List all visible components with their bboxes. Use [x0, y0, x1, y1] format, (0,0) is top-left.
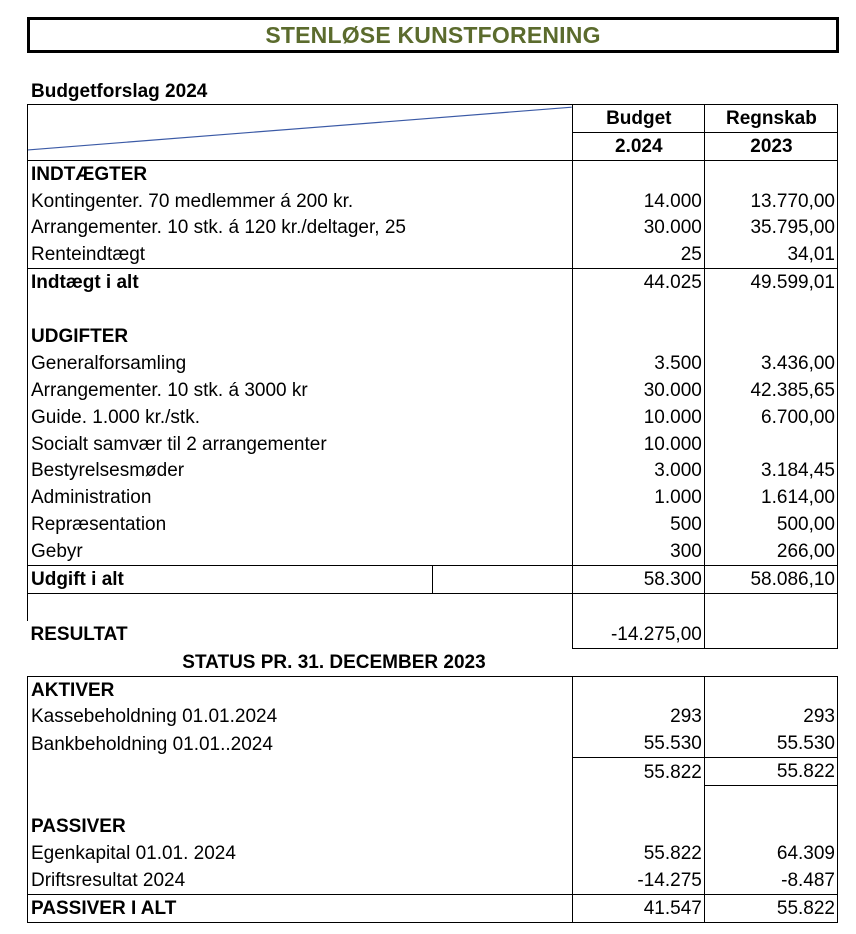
budget-table: [27, 104, 838, 923]
budget-value: 55.822: [572, 840, 704, 867]
result-row: [28, 621, 838, 648]
table-row: [28, 484, 838, 511]
budget-year-header: 2.024: [572, 132, 704, 160]
table-row: [28, 704, 838, 731]
total-label-text: Udgift i alt: [31, 569, 124, 591]
budget-value: 14.000: [572, 188, 704, 215]
spacer-row: [28, 296, 838, 323]
row-label: Arrangementer. 10 stk. á 3000 kr: [28, 377, 573, 404]
total-label: [28, 566, 573, 594]
budget-column-header: Budget: [572, 105, 704, 133]
table-row: [28, 377, 838, 404]
budget-value: 25: [572, 241, 704, 268]
header-row-1: [28, 105, 838, 133]
regnskab-value: 55.530: [704, 730, 837, 757]
row-label: Egenkapital 01.01. 2024: [28, 840, 573, 867]
budget-subtitle: Budgetforslag 2024: [31, 81, 208, 102]
regnskab-value: [704, 431, 837, 458]
budget-value: 55.530: [572, 730, 704, 757]
budget-value: 300: [572, 538, 704, 565]
row-label: Generalforsamling: [28, 350, 573, 377]
section-heading: UDGIFTER: [28, 323, 573, 350]
section-heading: PASSIVER: [28, 813, 573, 840]
regnskab-value: 34,01: [704, 241, 837, 268]
row-label: Bankbeholdning 01.01..2024: [28, 730, 573, 757]
row-label: Repræsentation: [28, 511, 573, 538]
total-regnskab-value: 58.086,10: [704, 566, 837, 594]
status-heading-row: [28, 648, 838, 676]
budget-value: 10.000: [572, 404, 704, 431]
row-label: Administration: [28, 484, 573, 511]
document-title: STENLØSE KUNSTFORENING: [265, 21, 601, 48]
expenses-heading-row: [28, 323, 838, 350]
budget-value: 500: [572, 511, 704, 538]
row-label: Kontingenter. 70 medlemmer á 200 kr.: [28, 188, 573, 215]
regnskab-value: 35.795,00: [704, 215, 837, 242]
table-row: [28, 350, 838, 377]
table-row: [28, 458, 838, 485]
total-budget-value: 58.300: [572, 566, 704, 594]
budget-value: 30.000: [572, 377, 704, 404]
assets-heading-row: [28, 676, 838, 703]
total-budget-value: 44.025: [572, 269, 704, 296]
status-heading: STATUS PR. 31. DECEMBER 2023: [182, 651, 486, 673]
total-budget-value: 41.547: [572, 894, 704, 922]
row-label: Bestyrelsesmøder: [28, 458, 573, 485]
table-row: [28, 404, 838, 431]
budget-value: -14.275: [572, 867, 704, 894]
table-row: [28, 840, 838, 867]
row-label: Driftsresultat 2024: [28, 867, 573, 894]
budget-value: 3.500: [572, 350, 704, 377]
regnskab-value: 3.184,45: [704, 458, 837, 485]
regnskab-value: 3.436,00: [704, 350, 837, 377]
row-label: Socialt samvær til 2 arrangementer: [28, 431, 573, 458]
expenses-total-row: [28, 566, 838, 594]
liabilities-heading-row: [28, 813, 838, 840]
diagonal-line: [28, 105, 572, 160]
spacer-row: [28, 594, 838, 621]
budget-value: 10.000: [572, 431, 704, 458]
table-row: [28, 431, 838, 458]
table-row: [28, 538, 838, 565]
row-label: Arrangementer. 10 stk. á 120 kr./deltager, 25: [28, 215, 573, 242]
row-label: Kassebeholdning 01.01.2024: [28, 704, 573, 731]
diagonal-header-cell: [28, 105, 573, 161]
spacer-row: [28, 786, 838, 813]
regnskab-value: 293: [704, 704, 837, 731]
budget-value: 1.000: [572, 484, 704, 511]
row-label: Guide. 1.000 kr./stk.: [28, 404, 573, 431]
regnskab-value: 13.770,00: [704, 188, 837, 215]
income-total-row: [28, 269, 838, 296]
regnskab-column-header: Regnskab: [704, 105, 837, 133]
total-regnskab-value: 55.822: [704, 894, 837, 922]
regnskab-value: 42.385,65: [704, 377, 837, 404]
budget-value: 30.000: [572, 215, 704, 242]
section-heading: INDTÆGTER: [28, 160, 573, 187]
regnskab-value: 1.614,00: [704, 484, 837, 511]
assets-sum-budget: 55.822: [572, 758, 704, 786]
income-heading-row: [28, 160, 838, 187]
regnskab-year-header: 2023: [704, 132, 837, 160]
table-row: [28, 867, 838, 894]
assets-sum-row: [28, 758, 838, 786]
total-label: Indtægt i alt: [28, 269, 573, 296]
table-row: [28, 730, 838, 757]
total-regnskab-value: 49.599,01: [704, 269, 837, 296]
table-row: [28, 215, 838, 242]
regnskab-value: 64.309: [704, 840, 837, 867]
regnskab-value: -8.487: [704, 867, 837, 894]
regnskab-value: 6.700,00: [704, 404, 837, 431]
result-label: RESULTAT: [30, 624, 128, 646]
budget-value: 293: [572, 704, 704, 731]
table-row: [28, 511, 838, 538]
regnskab-value: 266,00: [704, 538, 837, 565]
result-budget-value: -14.275,00: [572, 621, 704, 648]
total-label: PASSIVER I ALT: [28, 894, 573, 922]
budget-value: 3.000: [572, 458, 704, 485]
table-row: [28, 188, 838, 215]
inner-cell-divider: [432, 566, 433, 593]
liabilities-total-row: [28, 894, 838, 922]
row-label: Gebyr: [28, 538, 573, 565]
result-regnskab-value: [704, 621, 837, 648]
row-label: Renteindtægt: [28, 241, 573, 268]
assets-sum-regnskab: 55.822: [704, 758, 837, 786]
section-heading: AKTIVER: [28, 676, 573, 703]
regnskab-value: 500,00: [704, 511, 837, 538]
table-row: [28, 241, 838, 268]
title-box: [27, 17, 839, 53]
